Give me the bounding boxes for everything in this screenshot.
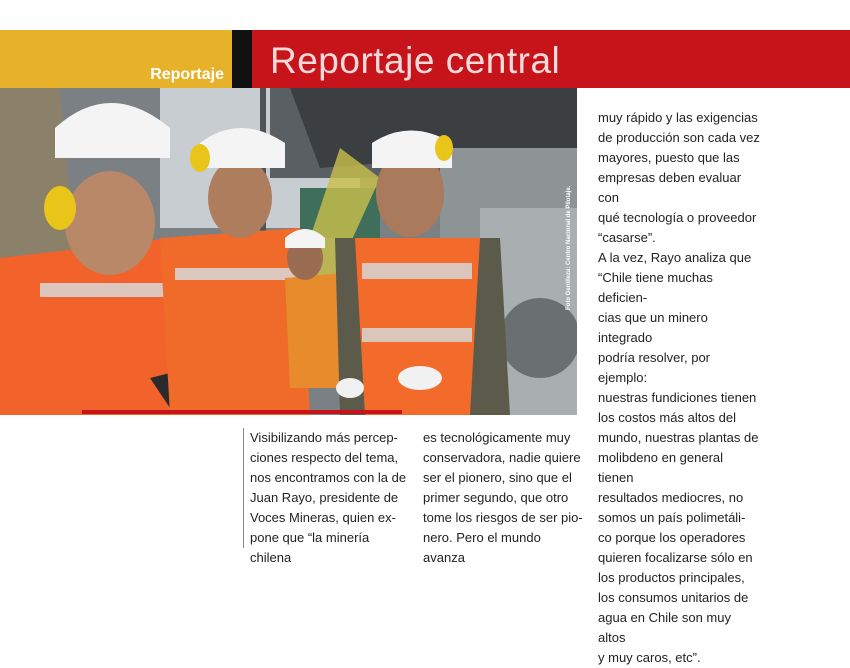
text-line: ser el pionero, sino que el: [423, 470, 572, 485]
text-line: “casarse”.: [598, 230, 656, 245]
text-column-1: [250, 428, 410, 568]
text-line: mayores, puesto que las: [598, 150, 740, 165]
text-line: agua en Chile son muy altos: [598, 610, 731, 645]
text-line: qué tecnología o proveedor: [598, 210, 757, 225]
text-line: ciones respecto del tema,: [250, 450, 399, 465]
text-line: A la vez, Rayo analiza que: [598, 250, 752, 265]
text-line: empresas deben evaluar con: [598, 170, 742, 205]
text-line: mundo, nuestras plantas de: [598, 430, 759, 445]
text-line: Visibilizando más percep-: [250, 430, 398, 445]
text-line: pone que “la minería chilena: [250, 530, 370, 565]
photo-red-rule: [82, 410, 402, 414]
text-line: es tecnológicamente muy: [423, 430, 571, 445]
text-column-3: [598, 108, 760, 668]
text-line: podría resolver, por ejemplo:: [598, 350, 711, 385]
text-line: somos un país polimetáli-: [598, 510, 746, 525]
text-line: nero. Pero el mundo avanza: [423, 530, 541, 565]
section-label-block: [0, 30, 232, 88]
text-line: nuestras fundiciones tienen: [598, 390, 757, 405]
text-line: resultados mediocres, no: [598, 490, 744, 505]
text-line: primer segundo, que otro: [423, 490, 569, 505]
mining-workers-illustration: [0, 88, 577, 415]
text-line: los productos principales,: [598, 570, 745, 585]
section-label: Reportaje: [150, 66, 224, 83]
text-line: muy rápido y las exigencias: [598, 110, 758, 125]
text-line: “Chile tiene muchas deficien-: [598, 270, 713, 305]
text-line: Voces Mineras, quien ex-: [250, 510, 396, 525]
section-title-block: [252, 30, 850, 88]
text-column-2: [423, 428, 583, 568]
text-line: quieren focalizarse sólo en: [598, 550, 753, 565]
section-title: Reportaje central: [270, 40, 561, 81]
article-photo: [0, 88, 577, 415]
text-line: los consumos unitarios de: [598, 590, 749, 605]
photo-credit: Foto Gentileza: Centro Nacional de Pilotaje.: [566, 185, 572, 310]
column-rule: [243, 428, 244, 548]
text-line: tome los riesgos de ser pio-: [423, 510, 583, 525]
section-header: [0, 30, 850, 88]
text-line: cias que un minero integrado: [598, 310, 708, 345]
header-divider-block: [232, 30, 252, 88]
text-line: conservadora, nadie quiere: [423, 450, 581, 465]
text-line: nos encontramos con la de: [250, 470, 407, 485]
text-line: Juan Rayo, presidente de: [250, 490, 399, 505]
text-line: y muy caros, etc”.: [598, 650, 701, 665]
text-line: los costos más altos del: [598, 410, 737, 425]
text-line: molibdeno en general tienen: [598, 450, 724, 485]
text-line: de producción son cada vez: [598, 130, 760, 145]
text-line: co porque los operadores: [598, 530, 746, 545]
